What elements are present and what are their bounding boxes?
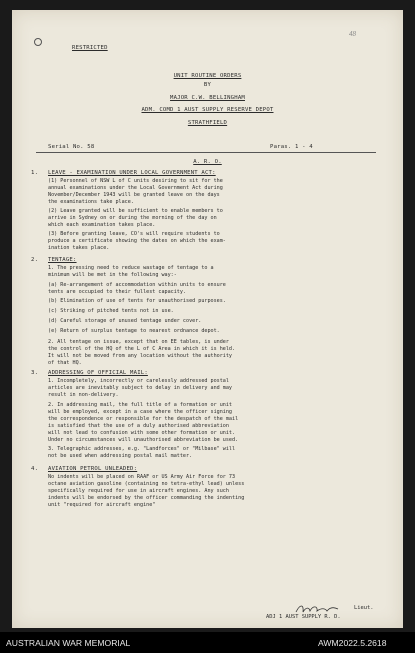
item-line: articles are inevitably subject to delay in delivery and may [48, 385, 233, 391]
item-line: (c) Striking of pitched tents not in use. [48, 308, 174, 314]
item-number: 1. [31, 170, 39, 176]
item-line: No indents will be placed on RAAF or US Army Air Force for 73 [48, 474, 236, 480]
item-line: (a) Re-arrangement of accommodation within units to ensure [48, 282, 226, 288]
signature-title: ADJ 1 AUST SUPPLY R. D. [266, 614, 341, 620]
item-line: November/December 1943 will be granted leave on the days [48, 192, 220, 198]
item-line: not be used when addressing postal mail matter. [48, 453, 193, 459]
item-line: indents will be endorsed by the officer commanding the indenting [48, 495, 245, 501]
item-line: which each examination takes place. [48, 222, 156, 228]
item-line: is satisfied that the use of a duly authorised abbreviation [48, 423, 229, 429]
header-line-4: ADM. COMD 1 AUST SUPPLY RESERVE DEPOT [141, 107, 274, 113]
paras-range: Paras. 1 - 4 [270, 144, 313, 150]
footer-accession-number: AWM2022.5.2618 [318, 638, 387, 648]
item-line: specifically required for use in aircraft engines. Any such [48, 488, 229, 494]
item-line: will be employed, except in a case where the officer signing [48, 409, 233, 415]
item-line: will not lead to confusion with some other formation or unit. [48, 430, 236, 436]
item-line: minimum will be met in the following way:- [48, 272, 177, 278]
item-line: (d) Careful storage of unused tentage under cover. [48, 318, 202, 324]
header-line-3: MAJOR C.W. BELLINGHAM [170, 95, 245, 101]
item-line: produce a certificate showing the dates on which the exam- [48, 238, 226, 244]
item-line: result in non-delivery. [48, 392, 119, 398]
item-line: (e) Return of surplus tentage to nearest ordnance depot. [48, 328, 220, 334]
item-line: annual examinations under the Local Government Act during [48, 185, 223, 191]
item-line: Under no circumstances will unauthorised abbreviation be used. [48, 437, 239, 443]
item-line: It will not be moved from any location without the authority [48, 353, 233, 359]
header-line-5: STRATHFIELD [187, 120, 228, 126]
item-line: the correspondence or responsible for the despatch of the mail [48, 416, 239, 422]
item-line: 1. Incompletely, incorrectly or carelessly addressed postal [48, 378, 229, 384]
document-page [12, 10, 403, 628]
pencil-page-number: 48 [349, 30, 356, 38]
item-line: unit "required for aircraft engine" [48, 502, 156, 508]
item-line: (b) Elimination of use of tents for unauthorised purposes. [48, 298, 226, 304]
item-title: ADDRESSING OF OFFICIAL MAIL: [48, 370, 148, 376]
item-title: LEAVE - EXAMINATION UNDER LOCAL GOVERNMENT ACT: [48, 170, 216, 176]
footer-institution: AUSTRALIAN WAR MEMORIAL [6, 638, 131, 648]
item-number: 4. [31, 466, 39, 472]
item-line: (3) Before granting leave, CO's will require students to [48, 231, 220, 237]
header-line-1: UNIT ROUTINE ORDERS [173, 73, 242, 79]
item-line: (2) Leave granted will be sufficient to enable members to [48, 208, 223, 214]
item-line: (1) Personnel of NSW L of C units desiring to sit for the [48, 178, 223, 184]
item-title: TENTAGE: [48, 257, 77, 263]
item-line: of that HQ. [48, 360, 82, 366]
item-number: 2. [31, 257, 39, 263]
item-line: tents are occupied to their fullest capacity. [48, 289, 187, 295]
item-number: 3. [31, 370, 39, 376]
signature-rank: Lieut. [354, 605, 374, 611]
item-line: ination takes place. [48, 245, 110, 251]
item-line: arrive in Sydney on or during the morning of the day on [48, 215, 217, 221]
serial-number: Serial No. 58 [48, 144, 95, 150]
item-line: the examinations take place. [48, 199, 134, 205]
punch-hole [34, 38, 42, 46]
item-title: AVIATION PETROL UNLEADED: [48, 466, 138, 472]
item-line: the control of the HQ of the L of C Area in which it is held. [48, 346, 236, 352]
item-line: 1. The pressing need to reduce wastage of tentage to a [48, 265, 214, 271]
classification-label: RESTRICTED [72, 45, 108, 51]
header-line-2: BY [203, 82, 212, 88]
archive-footer [0, 632, 415, 653]
item-line: 2. In addressing mail, the full title of a formation or unit [48, 402, 233, 408]
item-line: 2. All tentage on issue, except that on EE tables, is under [48, 339, 229, 345]
section-title: A. R. O. [193, 159, 222, 165]
item-line: octane aviation gasoline (containing no tetra-ethyl lead) unless [48, 481, 245, 487]
header-rule [36, 152, 376, 153]
item-line: 3. Telegraphic addresses, e.g. "Landforces" or "Milbase" will [48, 446, 236, 452]
